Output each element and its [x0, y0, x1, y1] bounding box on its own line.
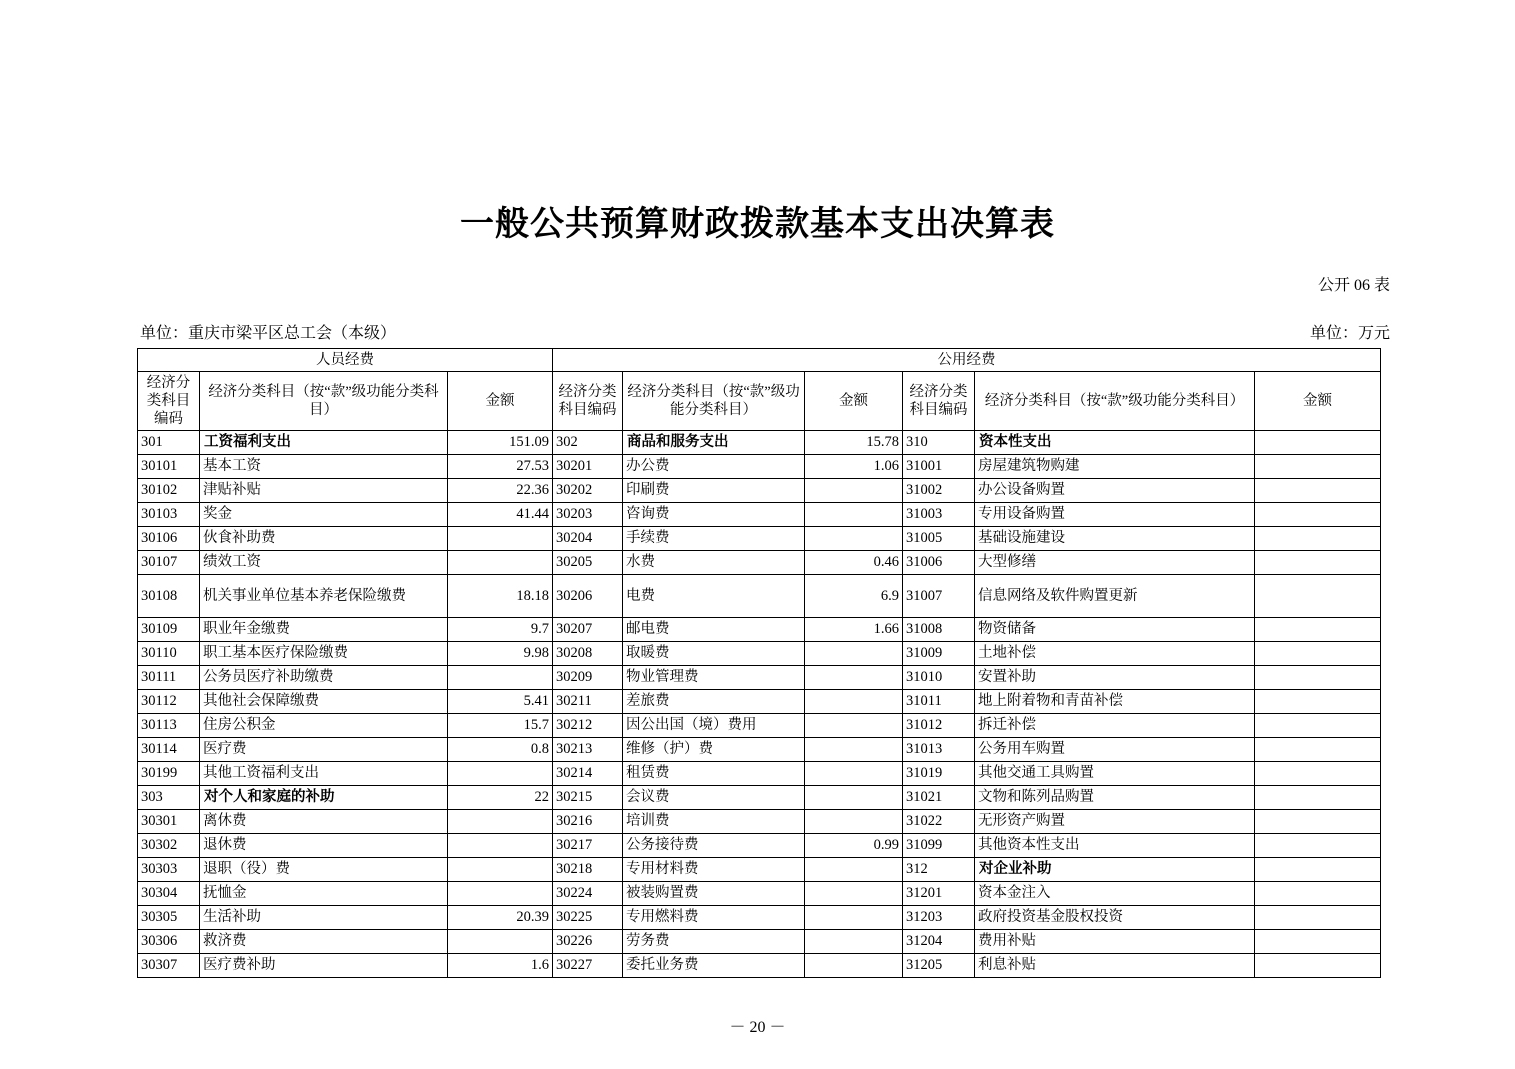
- cell-code-public: 30212: [553, 714, 623, 738]
- group-header-personnel: 人员经费: [138, 349, 553, 372]
- cell-amount-public: 1.66: [805, 618, 903, 642]
- table-row: [138, 810, 1381, 834]
- cell-amount-public: [805, 930, 903, 954]
- cell-name-personnel: 退职（役）费: [200, 858, 448, 882]
- cell-code-personnel: 30108: [138, 575, 200, 618]
- cell-name-capital: 利息补贴: [975, 954, 1255, 978]
- table-row: [138, 738, 1381, 762]
- cell-code-personnel: 30113: [138, 714, 200, 738]
- cell-amount-capital: [1255, 503, 1381, 527]
- cell-amount-public: 0.99: [805, 834, 903, 858]
- cell-code-capital: 31205: [903, 954, 975, 978]
- table-row: [138, 431, 1381, 455]
- cell-name-personnel: 对个人和家庭的补助: [200, 786, 448, 810]
- cell-name-public: 公务接待费: [623, 834, 805, 858]
- cell-name-public: 手续费: [623, 527, 805, 551]
- table-row: [138, 930, 1381, 954]
- cell-name-personnel: 职业年金缴费: [200, 618, 448, 642]
- cell-amount-public: [805, 527, 903, 551]
- cell-name-capital: 其他资本性支出: [975, 834, 1255, 858]
- cell-amount-public: [805, 479, 903, 503]
- column-header-name2: 经济分类科目（按“款”级功能分类科目）: [623, 372, 805, 431]
- table-row: [138, 503, 1381, 527]
- cell-name-public: 租赁费: [623, 762, 805, 786]
- cell-amount-capital: [1255, 882, 1381, 906]
- cell-code-capital: 31201: [903, 882, 975, 906]
- cell-amount-capital: [1255, 906, 1381, 930]
- cell-name-personnel: 奖金: [200, 503, 448, 527]
- cell-name-personnel: 公务员医疗补助缴费: [200, 666, 448, 690]
- cell-amount-personnel: [448, 858, 553, 882]
- cell-name-personnel: 其他社会保障缴费: [200, 690, 448, 714]
- cell-name-capital: 信息网络及软件购置更新: [975, 575, 1255, 618]
- cell-code-capital: 31022: [903, 810, 975, 834]
- cell-code-personnel: 30112: [138, 690, 200, 714]
- cell-name-public: 会议费: [623, 786, 805, 810]
- cell-code-capital: 31007: [903, 575, 975, 618]
- cell-amount-capital: [1255, 690, 1381, 714]
- cell-name-personnel: 住房公积金: [200, 714, 448, 738]
- cell-amount-public: 0.46: [805, 551, 903, 575]
- cell-amount-personnel: 18.18: [448, 575, 553, 618]
- cell-name-personnel: 绩效工资: [200, 551, 448, 575]
- cell-code-personnel: 30199: [138, 762, 200, 786]
- cell-name-capital: 资本性支出: [975, 431, 1255, 455]
- cell-name-personnel: 工资福利支出: [200, 431, 448, 455]
- cell-amount-public: [805, 858, 903, 882]
- table-row: [138, 714, 1381, 738]
- cell-name-public: 电费: [623, 575, 805, 618]
- cell-name-personnel: 医疗费补助: [200, 954, 448, 978]
- cell-code-personnel: 30306: [138, 930, 200, 954]
- cell-name-public: 咨询费: [623, 503, 805, 527]
- cell-amount-capital: [1255, 551, 1381, 575]
- cell-name-personnel: 离休费: [200, 810, 448, 834]
- cell-code-public: 30216: [553, 810, 623, 834]
- cell-name-personnel: 伙食补助费: [200, 527, 448, 551]
- cell-amount-capital: [1255, 762, 1381, 786]
- cell-amount-public: 1.06: [805, 455, 903, 479]
- table-row: [138, 906, 1381, 930]
- cell-name-personnel: 津贴补贴: [200, 479, 448, 503]
- column-header-code3: 经济分类科目编码: [903, 372, 975, 431]
- cell-code-public: 30217: [553, 834, 623, 858]
- cell-amount-capital: [1255, 714, 1381, 738]
- cell-code-capital: 312: [903, 858, 975, 882]
- cell-amount-capital: [1255, 479, 1381, 503]
- cell-amount-public: [805, 642, 903, 666]
- table-row: [138, 690, 1381, 714]
- column-header-amount1: 金额: [448, 372, 553, 431]
- amount-unit-label: 单位：万元: [1309, 325, 1390, 342]
- cell-code-capital: 31204: [903, 930, 975, 954]
- cell-amount-personnel: 20.39: [448, 906, 553, 930]
- cell-code-personnel: 301: [138, 431, 200, 455]
- cell-code-public: 30202: [553, 479, 623, 503]
- cell-name-public: 邮电费: [623, 618, 805, 642]
- cell-amount-capital: [1255, 930, 1381, 954]
- cell-name-personnel: 抚恤金: [200, 882, 448, 906]
- cell-code-personnel: 30114: [138, 738, 200, 762]
- cell-amount-capital: [1255, 954, 1381, 978]
- cell-code-public: 30224: [553, 882, 623, 906]
- cell-code-public: 30211: [553, 690, 623, 714]
- cell-code-personnel: 30302: [138, 834, 200, 858]
- cell-amount-personnel: 41.44: [448, 503, 553, 527]
- cell-name-public: 办公费: [623, 455, 805, 479]
- cell-name-capital: 费用补贴: [975, 930, 1255, 954]
- cell-amount-capital: [1255, 455, 1381, 479]
- cell-name-capital: 专用设备购置: [975, 503, 1255, 527]
- cell-name-personnel: 基本工资: [200, 455, 448, 479]
- unit-label: 单位：重庆市梁平区总工会（本级）: [140, 325, 397, 342]
- cell-name-capital: 政府投资基金股权投资: [975, 906, 1255, 930]
- cell-code-public: 30206: [553, 575, 623, 618]
- cell-code-capital: 31012: [903, 714, 975, 738]
- table-body: [138, 431, 1381, 978]
- cell-code-public: 302: [553, 431, 623, 455]
- cell-code-public: 30204: [553, 527, 623, 551]
- cell-code-capital: 31005: [903, 527, 975, 551]
- cell-code-public: 30226: [553, 930, 623, 954]
- cell-code-public: 30215: [553, 786, 623, 810]
- cell-name-public: 专用材料费: [623, 858, 805, 882]
- cell-code-personnel: 303: [138, 786, 200, 810]
- cell-code-capital: 310: [903, 431, 975, 455]
- cell-name-capital: 拆迁补偿: [975, 714, 1255, 738]
- cell-amount-capital: [1255, 858, 1381, 882]
- cell-name-public: 劳务费: [623, 930, 805, 954]
- cell-name-public: 因公出国（境）费用: [623, 714, 805, 738]
- cell-amount-public: [805, 762, 903, 786]
- table-row: [138, 551, 1381, 575]
- cell-name-capital: 公务用车购置: [975, 738, 1255, 762]
- table-row: [138, 858, 1381, 882]
- cell-code-capital: 31008: [903, 618, 975, 642]
- cell-name-personnel: 退休费: [200, 834, 448, 858]
- cell-code-personnel: 30305: [138, 906, 200, 930]
- cell-code-personnel: 30103: [138, 503, 200, 527]
- table-row: [138, 527, 1381, 551]
- cell-amount-capital: [1255, 738, 1381, 762]
- cell-amount-personnel: [448, 551, 553, 575]
- cell-amount-public: [805, 954, 903, 978]
- cell-amount-public: [805, 690, 903, 714]
- cell-amount-personnel: 5.41: [448, 690, 553, 714]
- cell-code-public: 30203: [553, 503, 623, 527]
- cell-amount-personnel: 15.7: [448, 714, 553, 738]
- cell-name-public: 商品和服务支出: [623, 431, 805, 455]
- table-group-header-row: [138, 349, 1381, 372]
- cell-name-capital: 对企业补助: [975, 858, 1255, 882]
- cell-amount-capital: [1255, 642, 1381, 666]
- cell-amount-personnel: [448, 882, 553, 906]
- cell-amount-personnel: 151.09: [448, 431, 553, 455]
- cell-name-capital: 房屋建筑物购建: [975, 455, 1255, 479]
- cell-code-capital: 31010: [903, 666, 975, 690]
- cell-code-personnel: 30301: [138, 810, 200, 834]
- cell-amount-capital: [1255, 618, 1381, 642]
- table-row: [138, 575, 1381, 618]
- cell-name-public: 专用燃料费: [623, 906, 805, 930]
- cell-amount-personnel: [448, 834, 553, 858]
- cell-amount-personnel: [448, 930, 553, 954]
- cell-code-public: 30208: [553, 642, 623, 666]
- cell-name-capital: 其他交通工具购置: [975, 762, 1255, 786]
- cell-name-personnel: 医疗费: [200, 738, 448, 762]
- cell-code-public: 30214: [553, 762, 623, 786]
- cell-name-personnel: 生活补助: [200, 906, 448, 930]
- table-row: [138, 642, 1381, 666]
- form-code-label: 公开 06 表: [1317, 277, 1390, 294]
- cell-amount-personnel: 22: [448, 786, 553, 810]
- cell-amount-capital: [1255, 431, 1381, 455]
- cell-amount-capital: [1255, 666, 1381, 690]
- table-row: [138, 786, 1381, 810]
- cell-amount-personnel: 9.98: [448, 642, 553, 666]
- table-row: [138, 954, 1381, 978]
- cell-code-public: 30209: [553, 666, 623, 690]
- cell-code-capital: 31006: [903, 551, 975, 575]
- cell-name-personnel: 救济费: [200, 930, 448, 954]
- cell-code-public: 30227: [553, 954, 623, 978]
- cell-amount-personnel: 0.8: [448, 738, 553, 762]
- budget-table: [137, 348, 1381, 978]
- cell-code-public: 30225: [553, 906, 623, 930]
- cell-code-personnel: 30101: [138, 455, 200, 479]
- table-row: [138, 762, 1381, 786]
- cell-code-personnel: 30107: [138, 551, 200, 575]
- cell-amount-public: [805, 810, 903, 834]
- cell-amount-capital: [1255, 786, 1381, 810]
- cell-name-capital: 土地补偿: [975, 642, 1255, 666]
- cell-name-public: 维修（护）费: [623, 738, 805, 762]
- cell-amount-public: 15.78: [805, 431, 903, 455]
- column-header-amount2: 金额: [805, 372, 903, 431]
- cell-code-personnel: 30106: [138, 527, 200, 551]
- cell-name-public: 差旅费: [623, 690, 805, 714]
- cell-name-public: 委托业务费: [623, 954, 805, 978]
- cell-name-public: 物业管理费: [623, 666, 805, 690]
- cell-code-personnel: 30102: [138, 479, 200, 503]
- table-row: [138, 618, 1381, 642]
- cell-code-capital: 31009: [903, 642, 975, 666]
- cell-code-capital: 31001: [903, 455, 975, 479]
- table-row: [138, 455, 1381, 479]
- cell-code-capital: 31019: [903, 762, 975, 786]
- cell-code-capital: 31013: [903, 738, 975, 762]
- cell-amount-capital: [1255, 810, 1381, 834]
- cell-code-public: 30205: [553, 551, 623, 575]
- cell-code-public: 30207: [553, 618, 623, 642]
- cell-name-personnel: 机关事业单位基本养老保险缴费: [200, 575, 448, 618]
- cell-amount-public: 6.9: [805, 575, 903, 618]
- cell-name-capital: 安置补助: [975, 666, 1255, 690]
- cell-name-capital: 大型修缮: [975, 551, 1255, 575]
- table-row: [138, 834, 1381, 858]
- cell-amount-personnel: 1.6: [448, 954, 553, 978]
- cell-amount-personnel: [448, 527, 553, 551]
- cell-name-public: 培训费: [623, 810, 805, 834]
- cell-amount-capital: [1255, 575, 1381, 618]
- cell-amount-public: [805, 786, 903, 810]
- cell-amount-public: [805, 882, 903, 906]
- cell-name-capital: 基础设施建设: [975, 527, 1255, 551]
- cell-amount-public: [805, 666, 903, 690]
- column-header-name3: 经济分类科目（按“款”级功能分类科目）: [975, 372, 1255, 431]
- cell-code-personnel: 30307: [138, 954, 200, 978]
- cell-amount-public: [805, 714, 903, 738]
- cell-code-capital: 31011: [903, 690, 975, 714]
- cell-code-capital: 31203: [903, 906, 975, 930]
- cell-name-capital: 地上附着物和青苗补偿: [975, 690, 1255, 714]
- cell-code-public: 30218: [553, 858, 623, 882]
- cell-name-personnel: 其他工资福利支出: [200, 762, 448, 786]
- cell-amount-public: [805, 738, 903, 762]
- cell-code-personnel: 30303: [138, 858, 200, 882]
- cell-amount-personnel: 9.7: [448, 618, 553, 642]
- table-row: [138, 479, 1381, 503]
- cell-amount-personnel: 27.53: [448, 455, 553, 479]
- cell-code-capital: 31021: [903, 786, 975, 810]
- cell-name-capital: 物资储备: [975, 618, 1255, 642]
- cell-amount-personnel: [448, 762, 553, 786]
- cell-amount-personnel: 22.36: [448, 479, 553, 503]
- cell-name-capital: 资本金注入: [975, 882, 1255, 906]
- page-title: 一般公共预算财政拨款基本支出决算表: [460, 206, 1055, 243]
- cell-name-capital: 文物和陈列品购置: [975, 786, 1255, 810]
- column-header-amount3: 金额: [1255, 372, 1381, 431]
- cell-amount-personnel: [448, 810, 553, 834]
- cell-code-public: 30213: [553, 738, 623, 762]
- cell-code-personnel: 30111: [138, 666, 200, 690]
- cell-name-personnel: 职工基本医疗保险缴费: [200, 642, 448, 666]
- cell-code-public: 30201: [553, 455, 623, 479]
- column-header-code2: 经济分类科目编码: [553, 372, 623, 431]
- cell-name-public: 印刷费: [623, 479, 805, 503]
- cell-name-public: 水费: [623, 551, 805, 575]
- cell-code-personnel: 30110: [138, 642, 200, 666]
- cell-code-capital: 31003: [903, 503, 975, 527]
- table-column-header-row: [138, 372, 1381, 431]
- cell-amount-capital: [1255, 834, 1381, 858]
- cell-code-personnel: 30304: [138, 882, 200, 906]
- cell-name-capital: 办公设备购置: [975, 479, 1255, 503]
- cell-amount-public: [805, 503, 903, 527]
- group-header-public: 公用经费: [553, 349, 1381, 372]
- cell-amount-personnel: [448, 666, 553, 690]
- cell-name-public: 被装购置费: [623, 882, 805, 906]
- cell-name-capital: 无形资产购置: [975, 810, 1255, 834]
- cell-code-personnel: 30109: [138, 618, 200, 642]
- cell-code-capital: 31099: [903, 834, 975, 858]
- cell-amount-capital: [1255, 527, 1381, 551]
- column-header-code1: 经济分类科目编码: [138, 372, 200, 431]
- cell-name-public: 取暖费: [623, 642, 805, 666]
- cell-amount-public: [805, 906, 903, 930]
- table-row: [138, 666, 1381, 690]
- column-header-name1: 经济分类科目（按“款”级功能分类科目）: [200, 372, 448, 431]
- page-number: － 20 －: [729, 1019, 786, 1036]
- cell-code-capital: 31002: [903, 479, 975, 503]
- table-row: [138, 882, 1381, 906]
